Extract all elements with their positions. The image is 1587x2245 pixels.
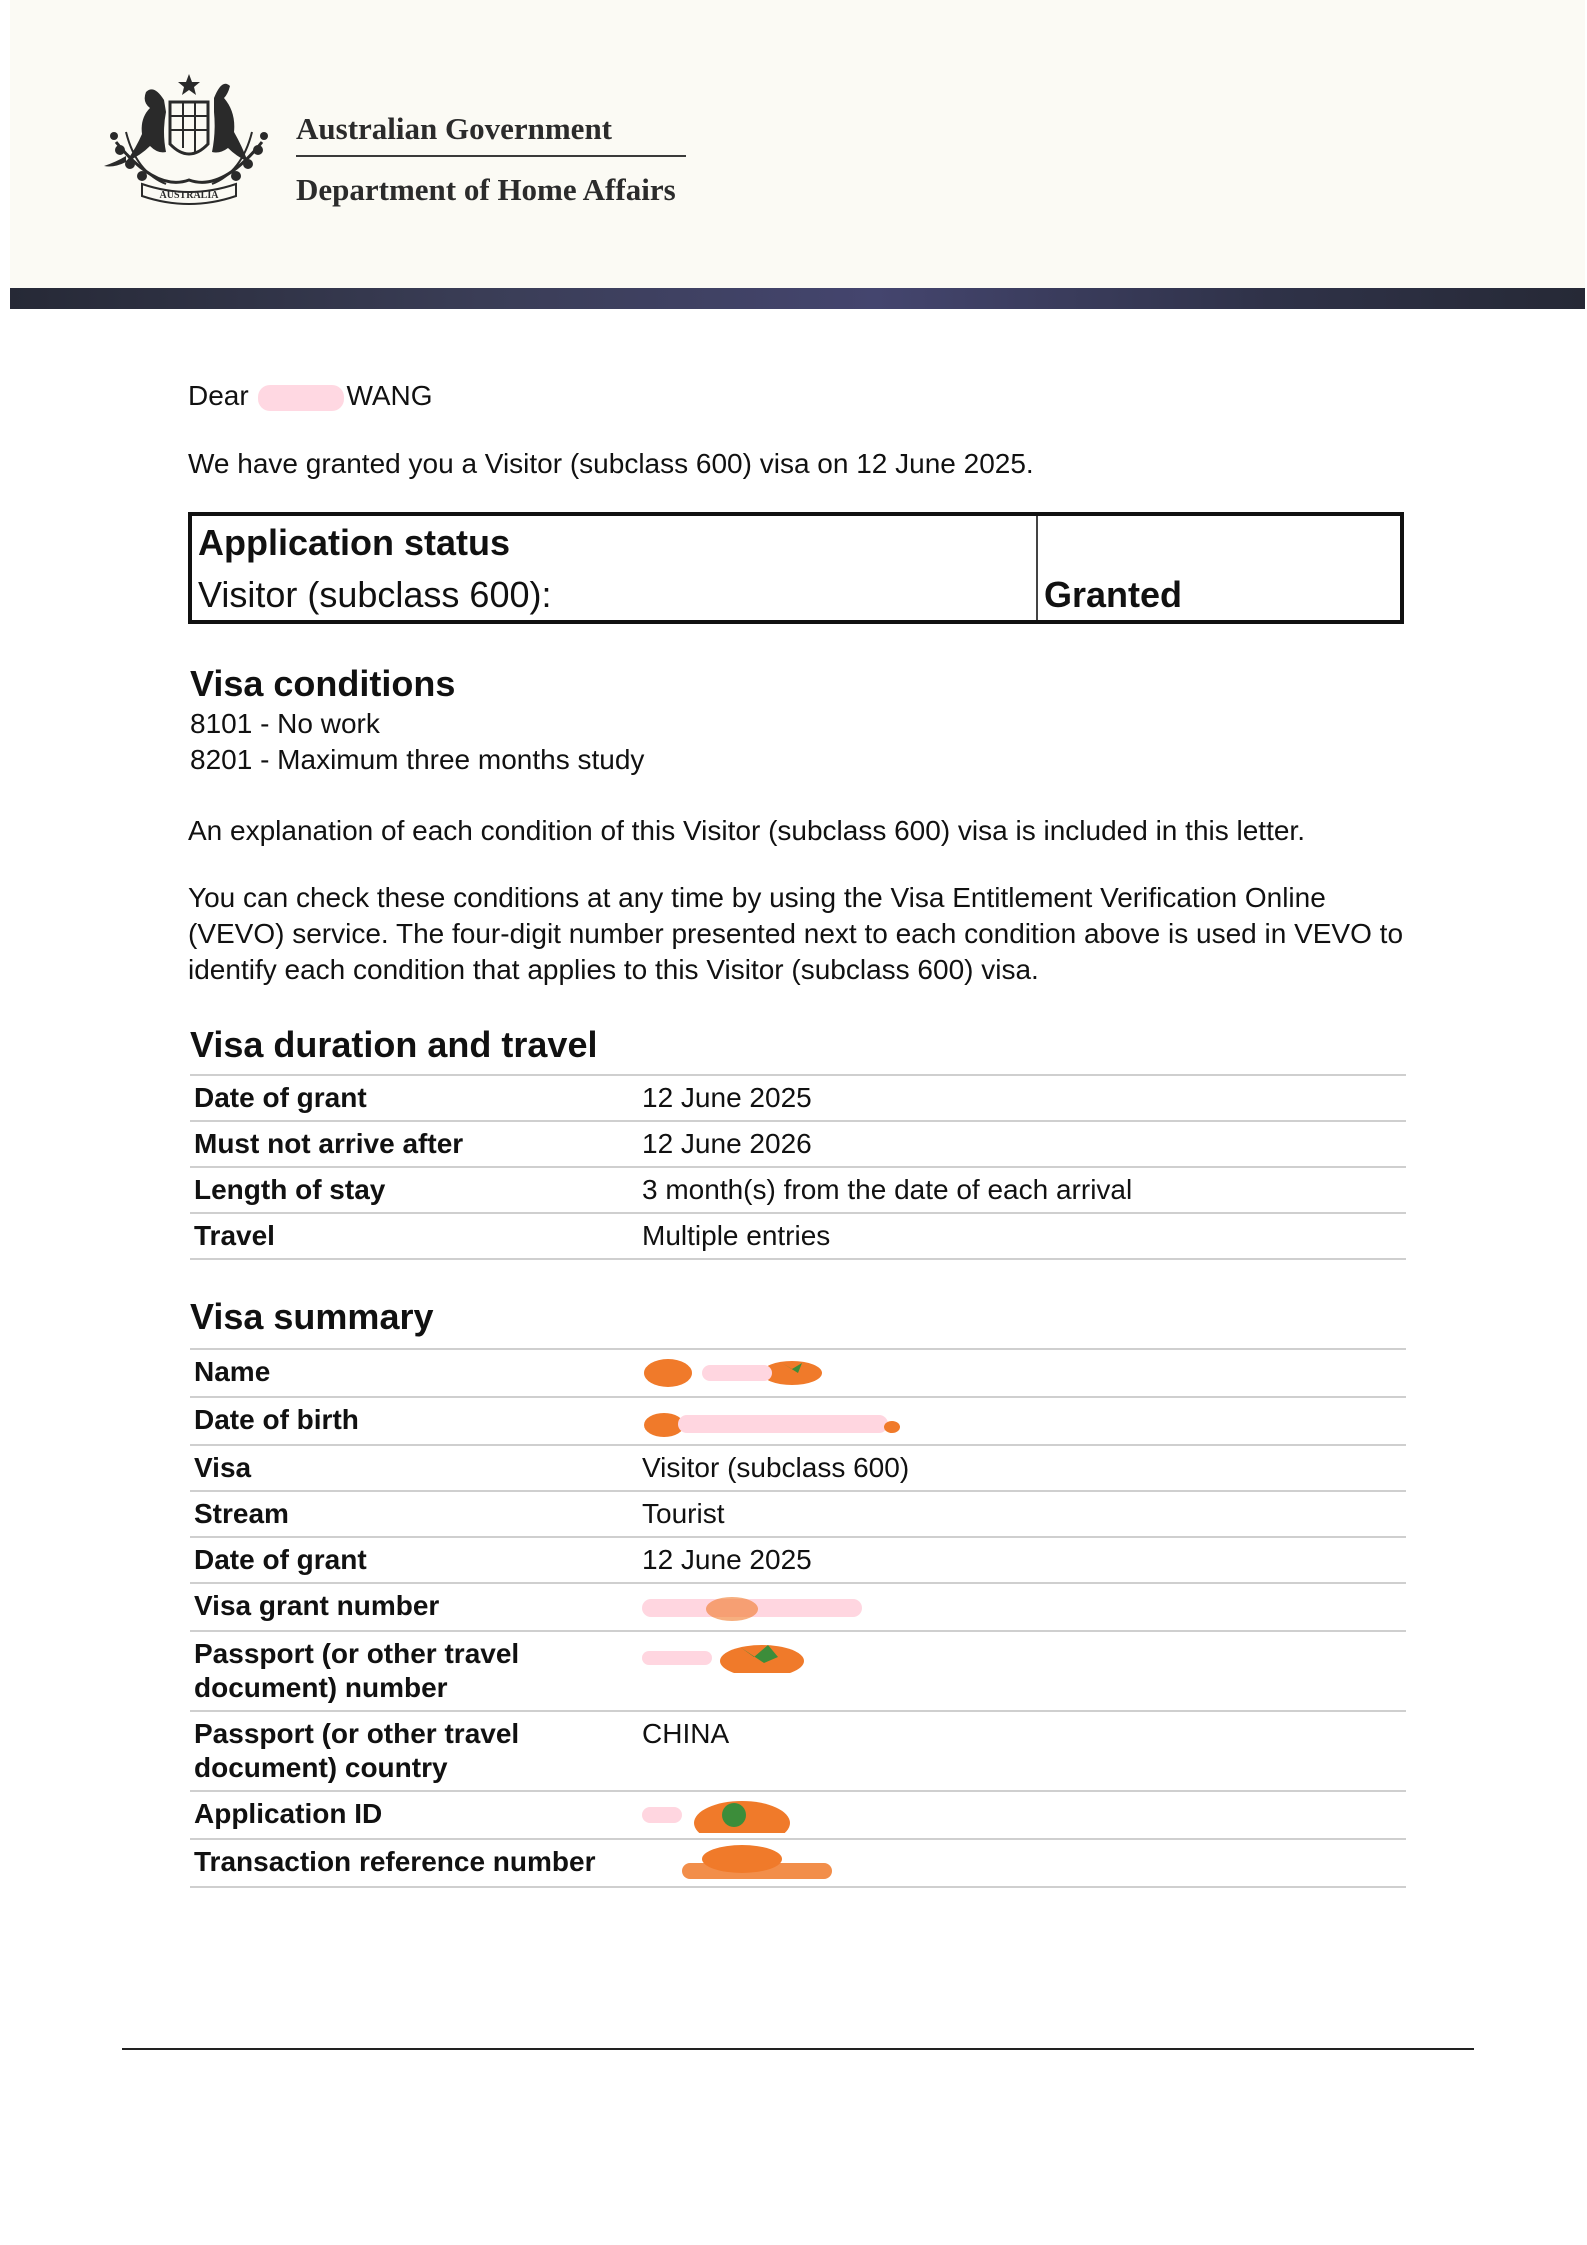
row-value: Multiple entries [638,1213,1406,1259]
conditions-explanation: An explanation of each condition of this Visitor (subclass 600) visa is included in this letter. [188,815,1305,846]
row-label: Visa grant number [190,1583,638,1631]
row-label: Passport (or other travel document) number [190,1631,638,1711]
status-title: Application status [198,522,511,563]
coat-of-arms-logo [96,72,282,218]
row-label: Passport (or other travel document) country [190,1711,638,1791]
row-value [638,1839,1406,1887]
table-row [190,1491,1406,1537]
department-name: Department of Home Affairs [296,172,676,207]
row-value: Visitor (subclass 600) [638,1445,1406,1491]
row-value: 12 June 2025 [638,1537,1406,1583]
row-label: Visa [190,1445,638,1491]
conditions-heading: Visa conditions [190,663,456,704]
letterhead-bar [10,288,1585,309]
duration-heading: Visa duration and travel [190,1024,598,1065]
row-value [638,1791,1406,1839]
row-value [638,1349,1406,1397]
row-label: Length of stay [190,1167,638,1213]
row-value: 3 month(s) from the date of each arrival [638,1167,1406,1213]
government-name: Australian Government [296,110,686,157]
row-value [638,1397,1406,1445]
row-label: Name [190,1349,638,1397]
table-row [190,1631,1406,1711]
row-label: Transaction reference number [190,1839,638,1887]
salutation [188,378,1408,414]
grant-intro: We have granted you a Visitor (subclass 600) visa on 12 June 2025. [188,448,1034,479]
status-divider [1036,516,1038,620]
table-row [190,1711,1406,1791]
application-status-box [188,512,1404,624]
row-value: Tourist [638,1491,1406,1537]
svg-text:AUSTRALIA: AUSTRALIA [159,190,219,201]
vevo-paragraph: You can check these conditions at any time by using the Visa Entitlement Verification Online (VEVO) service. The four-digit number presented next to each condition above is used in VEVO to identify each condition that applies to this Visitor (subclass 600) visa. [188,882,1404,985]
row-label: Date of grant [190,1537,638,1583]
table-row [190,1583,1406,1631]
table-row [190,1167,1406,1213]
table-row [190,1791,1406,1839]
summary-heading: Visa summary [190,1296,434,1337]
table-row [190,1537,1406,1583]
duration-table [190,1074,1406,1260]
summary-table [190,1348,1406,1888]
redaction-sticker [642,1355,842,1391]
row-label: Date of birth [190,1397,638,1445]
redaction-sticker [642,1845,842,1881]
row-label: Travel [190,1213,638,1259]
agency-name [296,110,686,209]
row-value: 12 June 2025 [638,1075,1406,1121]
row-value: CHINA [638,1711,1406,1791]
row-label: Date of grant [190,1075,638,1121]
row-label: Application ID [190,1791,638,1839]
table-row [190,1397,1406,1445]
row-value [638,1631,1406,1711]
row-value [638,1583,1406,1631]
row-label: Must not arrive after [190,1121,638,1167]
redaction-sticker [642,1403,902,1439]
table-row [190,1213,1406,1259]
redaction-sticker [642,1797,842,1833]
salutation-prefix: Dear [188,380,249,411]
status-result: Granted [1044,574,1183,615]
redaction-sticker [642,1589,872,1625]
status-visa-label: Visitor (subclass 600): [198,574,552,615]
table-row [190,1839,1406,1887]
condition-item: 8201 - Maximum three months study [190,744,645,775]
row-value: 12 June 2026 [638,1121,1406,1167]
condition-item: 8101 - No work [190,708,380,739]
redaction-sticker [642,1637,832,1673]
table-row [190,1349,1406,1397]
redacted-given-name [258,385,344,411]
footer-rule [122,2048,1474,2050]
table-row [190,1075,1406,1121]
recipient-surname: WANG [346,380,433,411]
table-row [190,1445,1406,1491]
row-label: Stream [190,1491,638,1537]
table-row [190,1121,1406,1167]
